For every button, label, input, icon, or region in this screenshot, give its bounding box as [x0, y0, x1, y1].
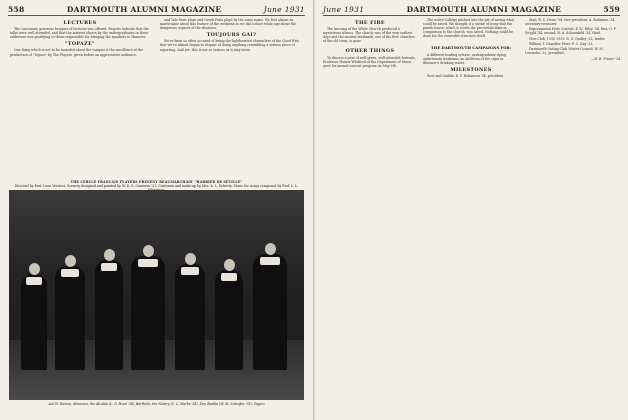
lectures-text: The customary generous bouquet of lectures was offered. Reports indicate that the talks were well attended, and that the interest shown by the undergraduates in these addresses was gratifying to those responsible for bringing the speakers to Hanover.	[10, 27, 149, 40]
heading-milestones: MILESTONES	[450, 66, 492, 73]
milestone-entry: Dartmouth Outing Club Winter Council: W. M. Lewisohn '32, president.	[525, 47, 604, 56]
left-page-header	[8, 3, 305, 16]
heading-campaign: THE DARTMOUTH CAMPAIGNS FOR:	[430, 45, 512, 51]
milestones-text: Root and Saddle: E. P. Hokanson '34, president.	[427, 73, 505, 78]
left-page	[0, 0, 313, 420]
left-issue-date: June 1931	[263, 4, 305, 14]
heading-topaze: "TOPAZE"	[64, 41, 96, 48]
right-page-header	[323, 3, 620, 16]
figure-actor	[95, 260, 123, 370]
figure-actor	[175, 264, 205, 370]
right-page	[315, 0, 628, 420]
right-column-2	[423, 18, 519, 413]
intro-text: and Yale Paris plays and Greek Paris plays by the same name. We feel almost as inarticulate about this feature of the weekend as we did a short while ago about the dangerous aspects of the situation.	[160, 18, 297, 31]
topaze-text: One thing which is not to be hounded about the campus is the excellence of the production of "Topaze" by The Players, given before an appreciative audience.	[10, 48, 143, 57]
figure-actor	[21, 274, 47, 370]
milestone-entry: William T. Chandler Prize: F. C. Kay '33.	[529, 42, 594, 47]
left-column-1	[10, 18, 150, 176]
author-signature: —W. B. Fraser '34	[591, 56, 620, 61]
photo-title: THE CERCLE FRANCAIS PLAYERS PRESENT BEAUMARCHAIS' "BARBIER DE SÉVILLE"	[70, 180, 243, 184]
toujours-text: We've been so often accused of being the lighthearted chroniclers of the Good Wits that we've almost begun to despair of doing anything resembling a serious piece of reporting. And yet, this is not so serious as it may seem.	[160, 39, 299, 52]
figure-actor	[253, 254, 287, 370]
stage-photograph	[9, 190, 304, 400]
right-magazine-title: DARTMOUTH ALUMNI MAGAZINE	[406, 4, 562, 14]
heading-toujours: TOUJOURS GAI?	[206, 32, 257, 39]
campaign-text: A different leading system; undergraduate dying; unfortunate freshmen; an abolition of the cigar in Bloomer's drinking water.	[423, 52, 507, 65]
heading-lectures: LECTURES	[63, 20, 97, 26]
right-page-number: 559	[603, 4, 620, 14]
figure-actor	[215, 270, 243, 370]
milestone-entry: Experimental Prize Contest: F. M. Riley '34, first; G. F. Wright '34, second; R. A. Schoenfeld '34, third.	[525, 27, 617, 36]
left-column-2	[160, 18, 303, 176]
right-column-1	[323, 18, 417, 413]
figure-actor	[55, 266, 85, 370]
heading-fire: THE FIRE	[355, 20, 385, 26]
fire-continued-text: The active College pitched into the job of saving what could be saved. We thought it a stroke of irony that the parish house, which is worth the proverbial dime in comparison to the church, was saved. Nothing could be done for the venerable structure itself.	[423, 18, 515, 39]
heading-other-things: OTHER THINGS	[345, 48, 395, 55]
figure-actor	[131, 256, 165, 370]
photo-caption: Act IV. Rosina, Almaviva, the Alcalde (L. G. Hunt '34), Bartholo, the Notary (C. L. Marks '34), Don Basilio (W. M. Schuyler '31), Figaro	[48, 402, 265, 406]
other-things-text: To discuss a year of well-given, well-attended festivals, Professor Homer Whitford of the Department of Music gave his annual concert program on May 6th.	[323, 55, 416, 68]
left-page-number: 558	[8, 4, 25, 14]
milestone-entry: dent; R. C. Davis '34, vice-president; A. Robinson '34, secretary-treasurer.	[525, 18, 616, 27]
fire-text: The burning of the White Church produced a mysterious silence. The church was of the very earliest days and the ancient landmark, one of the first churches of the old town, is gone.	[323, 27, 415, 44]
photo-credit: Directed by Prof. Leon Verriest. Scenery designed and painted by W. D. G. Cameron '31. Costumes and make-up by Mrs. A. L. Doherty. Music for songs composed by Prof. L. L.	[14, 184, 299, 189]
milestone-entry: Glee Club, 1931-1932: D. G. Dudley '32, leader.	[529, 36, 606, 41]
right-issue-date: June 1931	[323, 4, 365, 14]
left-magazine-title: DARTMOUTH ALUMNI MAGAZINE	[66, 4, 222, 14]
right-column-3	[525, 18, 620, 413]
